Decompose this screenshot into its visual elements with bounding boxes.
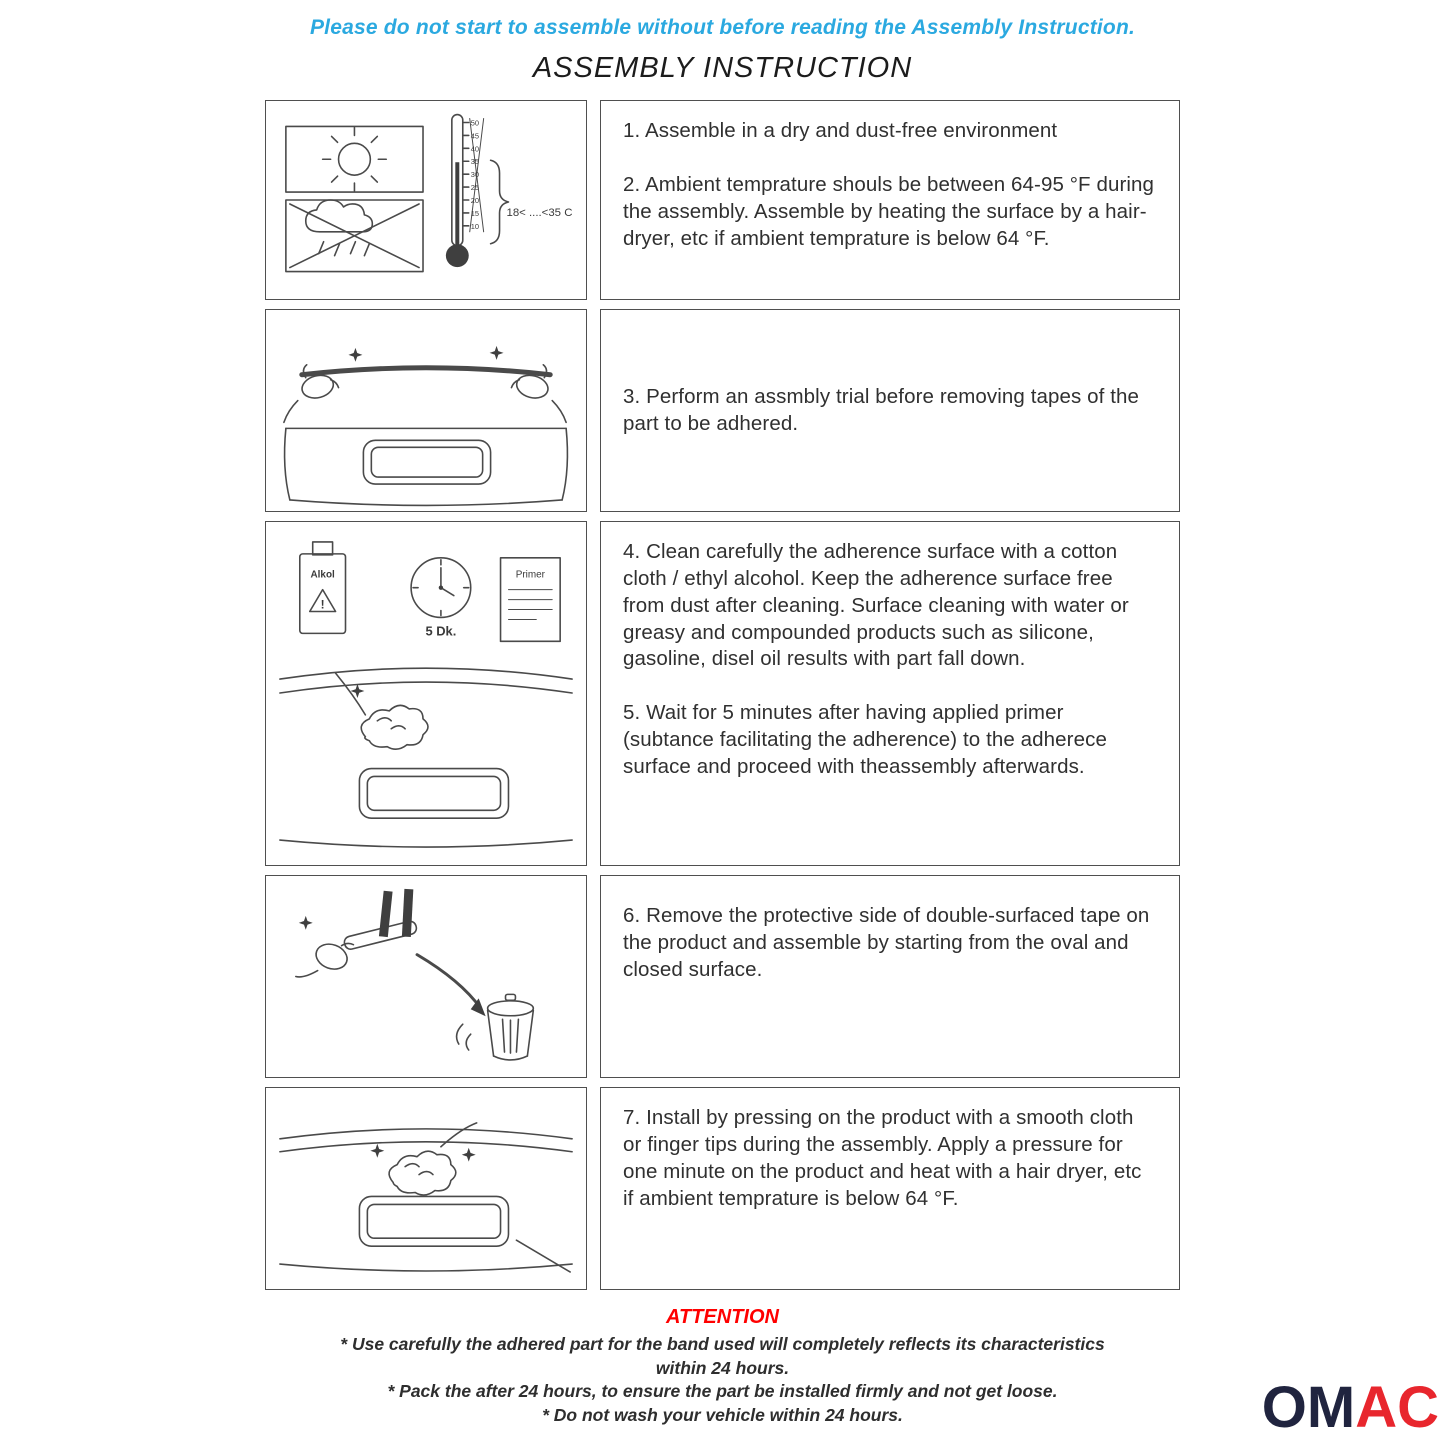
step-1-text: 1. Assemble in a dry and dust-free environment [623, 119, 1058, 142]
step-3-text: 3. Perform an assmbly trial before removing tapes of the part to be adhered. [623, 384, 1140, 435]
instruction-text-2 [600, 309, 1180, 512]
trim-strip [302, 367, 550, 374]
instruction-row-5 [265, 1087, 1180, 1290]
lid-knob [506, 994, 516, 1000]
trial-fit-illustration [266, 311, 586, 511]
instruction-text-3 [600, 521, 1180, 866]
temperature-range-label: 18< ....<35 C [506, 206, 573, 219]
bottle-cap [313, 542, 333, 555]
omac-logo [1261, 1375, 1439, 1440]
instruction-row-3 [265, 521, 1180, 866]
attention-item-2: * Pack the after 24 hours, to ensure the part be installed firmly and not get loose. [387, 1381, 1058, 1402]
logo-text-dark: OM [1261, 1375, 1356, 1440]
arrow-line [417, 954, 481, 1008]
illustration-surface-cleaning [265, 521, 587, 866]
arm-line [336, 673, 366, 715]
thermometer-bulb [446, 244, 469, 267]
sparkle-icon [370, 1143, 384, 1157]
sparkle-icon [462, 1147, 476, 1161]
illustration-temperature-conditions [265, 100, 587, 300]
instruction-rows [265, 100, 1180, 1290]
attention-title: ATTENTION [666, 1306, 779, 1328]
illustration-tape-removal [265, 875, 587, 1078]
arrow-head [471, 998, 486, 1016]
step-2-text: 2. Ambient temprature shouls be between 64-95 °F during the assembly. Assemble by heating the surface by a hair-dryer, etc if ambient temprature is below 64 °F. [623, 172, 1155, 250]
attention-item-1: * Use carefully the adhered part for the band used will completely reflects its characteristics within 24 hours. [340, 1334, 1105, 1378]
sun-icon [339, 143, 371, 175]
scale-tick: 25 [470, 183, 480, 193]
sun-box [286, 126, 423, 192]
clock-label: 5 Dk. [425, 623, 457, 639]
temperature-illustration [266, 102, 586, 298]
instruction-text-1 [600, 100, 1180, 300]
scale-tick: 15 [470, 208, 480, 218]
page-title: ASSEMBLY INSTRUCTION [532, 52, 913, 84]
illustration-assembly-trial [265, 309, 587, 512]
plate [367, 776, 500, 810]
attention-item-3: * Do not wash your vehicle within 24 hours. [542, 1404, 903, 1425]
logo-text-red: AC [1355, 1375, 1439, 1440]
instruction-row-2 [265, 309, 1180, 512]
step-5-text: 5. Wait for 5 minutes after having applied primer (subtance facilitating the adherence) to the adherece surface and proceed with theassembly afterwards. [623, 701, 1107, 778]
instruction-row-4 [265, 875, 1180, 1078]
top-warning-text: Please do not start to assemble without before reading the Assembly Instruction. [309, 16, 1136, 39]
bottle-label: Alkol [310, 569, 335, 581]
sparkle-icon [348, 347, 362, 361]
instruction-text-4 [600, 875, 1180, 1078]
attention-section [0, 1306, 1445, 1428]
plate [371, 447, 482, 477]
tape-strip [379, 890, 393, 936]
warning-mark: ! [320, 597, 325, 612]
scale-tick: 35 [470, 157, 480, 167]
instruction-text-5 [600, 1087, 1180, 1290]
tape-strip [402, 888, 413, 936]
scale-tick: 40 [470, 144, 480, 154]
step-6-text: 6. Remove the protective side of double-surfaced tape on the product and assemble by starting from the oval and closed surface. [623, 904, 1150, 981]
tape-removal-illustration [266, 877, 586, 1077]
plate [367, 1204, 500, 1238]
step-7-text: 7. Install by pressing on the product with a smooth cloth or finger tips during the assembly. Apply a pressure for one minute on the product and heat with a hair dryer, etc if ambient temprature is below 64 °F. [623, 1106, 1142, 1210]
step-4-text: 4. Clean carefully the adherence surface with a cotton cloth / ethyl alcohol. Keep the adherence surface free from dust after cleaning. Surface cleaning with water or greasy and compounded products such as silicone, gasoline, disel oil results with part fall down. [623, 540, 1129, 671]
scale-tick: 10 [470, 221, 480, 231]
instruction-row-1 [265, 100, 1180, 300]
scale-tick: 30 [470, 170, 480, 180]
sparkle-icon [299, 915, 313, 929]
scale-tick: 45 [470, 131, 480, 141]
alcohol-bottle-icon [300, 554, 346, 634]
press-install-illustration [266, 1089, 586, 1289]
illustration-press-install [265, 1087, 587, 1290]
scale-tick: 20 [470, 195, 480, 205]
trash-can-icon [488, 1000, 534, 1015]
primer-label: Primer [515, 569, 545, 581]
cleaning-illustration [266, 523, 586, 864]
sparkle-icon [490, 345, 504, 359]
brace-glyph [491, 160, 509, 243]
scale-tick: 50 [470, 118, 480, 128]
